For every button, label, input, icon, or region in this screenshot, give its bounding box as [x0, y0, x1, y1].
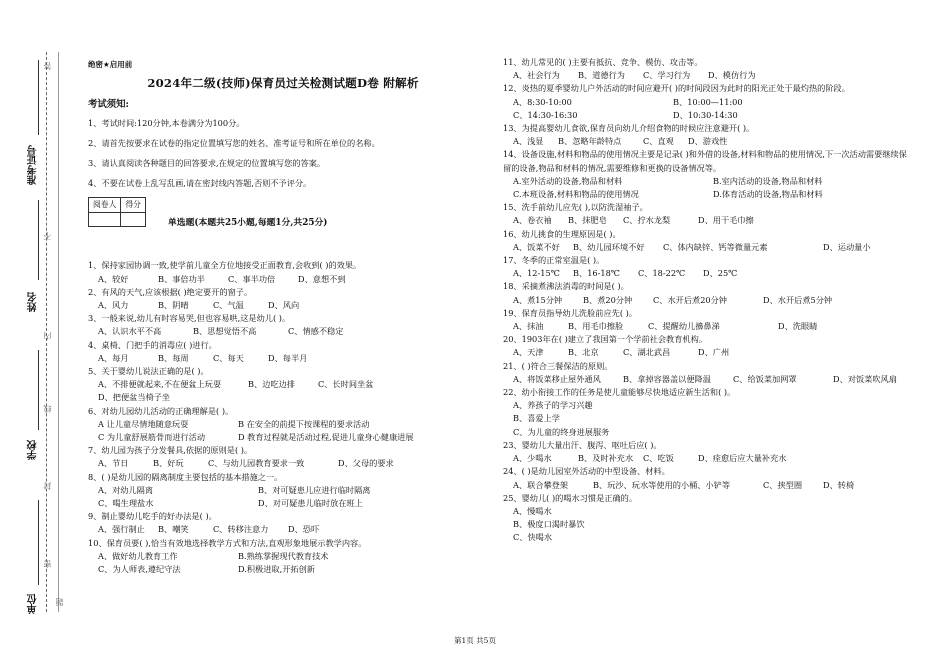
question-list-right	[503, 56, 908, 545]
option-row	[88, 457, 478, 470]
answer-option[interactable]: B、忽略年龄特点	[558, 136, 622, 147]
binding-margin	[0, 0, 80, 671]
answer-option[interactable]: A、风力	[98, 300, 129, 311]
answer-option[interactable]: C、每天	[213, 352, 244, 363]
answer-option[interactable]: B、嘲笑	[158, 524, 189, 535]
option-row	[88, 563, 478, 576]
option-row	[503, 188, 908, 201]
answer-option[interactable]: C、给饭菜加网罩	[733, 373, 797, 384]
option-row	[88, 378, 478, 404]
seal-mark-feng: 封	[43, 482, 52, 490]
question-text: 9、制止婴幼儿吃手的好办法是( )。	[88, 511, 217, 522]
notice-list	[88, 117, 478, 191]
answer-option[interactable]: B、用毛巾擦脸	[568, 321, 624, 332]
secret-mark: 绝密★启用前	[88, 60, 133, 69]
answer-option[interactable]: C、水开后煮20分钟	[653, 294, 727, 305]
answer-option[interactable]: D.积极进取,开拓创新	[238, 564, 315, 575]
answer-option[interactable]: D、模仿行为	[708, 70, 756, 81]
question-text: 6、对幼儿园幼儿活动的正确理解是( )。	[88, 405, 234, 416]
answer-option[interactable]: A、社会行为	[513, 70, 560, 81]
score-header: 得分	[121, 198, 146, 212]
option-row	[503, 399, 908, 412]
answer-option[interactable]: C、拧水龙梨	[623, 215, 671, 226]
answer-option[interactable]: C、转移注意力	[213, 524, 269, 535]
question-text: 2、有风的天气,应该根据( )绝定要开的窗子。	[88, 286, 253, 297]
answer-option[interactable]: A、12-15℃	[513, 268, 560, 279]
question-text: 22、幼小衔接工作的任务是使儿童能够尽快地适应新生活和( )。	[503, 387, 736, 398]
notice-item: 4、不要在试卷上乱写乱画,请在密封线内答题,否则不予评分。	[88, 178, 312, 189]
question-text: 23、婴幼儿大量出汗、腹泻、呕吐后应( )。	[503, 439, 662, 450]
answer-option[interactable]: B、对可疑患儿应进行临时隔离	[258, 484, 371, 495]
option-row	[88, 484, 478, 497]
answer-option[interactable]: A、饭菜不好	[513, 241, 560, 252]
answer-option[interactable]: D.体育活动的设备,物品和材料	[713, 189, 823, 200]
answer-option[interactable]: C、学习行为	[643, 70, 691, 81]
answer-option[interactable]: D、洗眼睛	[778, 321, 818, 332]
answer-option[interactable]: B、道德行为	[578, 70, 625, 81]
answer-option[interactable]: B.熟练掌握现代教育技术	[238, 550, 329, 561]
answer-option[interactable]: A、每月	[98, 352, 129, 363]
answer-option[interactable]: B、10:00—11:00	[673, 96, 743, 107]
question-text: 25、婴幼儿( )的喝水习惯是正确的。	[503, 492, 638, 503]
option-row	[503, 346, 908, 359]
question-text: 21、( )符合三餐保洁的原则。	[503, 360, 613, 371]
name-blank	[38, 200, 39, 280]
question-text: 14、设备设施,材料和物品的使用情况主要是记录( )和外借的设备,材料和物品的使用情况,下一次活动需要继续保留的设备,物品和材料的情况,需要维修和更换的设备情况等。	[503, 149, 907, 173]
answer-option[interactable]: D、运动量小	[823, 241, 871, 252]
option-row	[503, 505, 908, 518]
answer-option[interactable]: B、思想觉悟不高	[193, 326, 257, 337]
answer-option[interactable]: D、对可疑患儿临时放在班上	[258, 498, 363, 509]
answer-option[interactable]: C、吃饭	[643, 453, 674, 464]
answer-option[interactable]: D、转椅	[823, 479, 855, 490]
exam-number-blank	[38, 60, 39, 135]
label-name: 姓名	[28, 292, 39, 312]
option-row	[503, 479, 908, 492]
answer-option[interactable]: B、每周	[158, 352, 189, 363]
option-row	[503, 426, 908, 439]
answer-option[interactable]: C 为儿童舒展筋骨而进行活动	[98, 432, 206, 443]
option-row	[88, 523, 478, 536]
answer-option[interactable]: A、做好幼儿教育工作	[98, 550, 178, 561]
page-number: 第1页 共5页	[454, 636, 496, 645]
question-text: 15、洗手前幼儿应先( ),以防洗湿袖子。	[503, 202, 648, 213]
answer-option[interactable]: A、将饭菜移止屋外通风	[513, 373, 601, 384]
answer-option[interactable]: A、节日	[98, 458, 129, 469]
notice-heading: 考试须知:	[88, 99, 129, 111]
question-text: 10、保育员要( ),恰当有效地选择教学方式和方法,直观形象地展示教学内容。	[88, 537, 367, 548]
answer-option[interactable]: D、意想不到	[298, 273, 346, 284]
answer-option[interactable]: C、快喝水	[513, 532, 553, 543]
answer-option[interactable]: C、湖北武昌	[623, 347, 671, 358]
label-school: 学校	[28, 440, 39, 460]
answer-option[interactable]: B、事倍功半	[158, 273, 205, 284]
answer-option[interactable]: A、强行制止	[98, 524, 145, 535]
question-text: 18、采摘煮沸法消毒的时间是( )。	[503, 281, 629, 292]
answer-option[interactable]: C、与幼儿园教育要求一致	[208, 458, 305, 469]
question-text: 11、幼儿常见的( )主要有抵抗、竞争、模仿、攻击等。	[503, 57, 703, 67]
answer-option[interactable]: C、情感不稳定	[288, 326, 344, 337]
question-text: 17、冬季的正常室温是( )。	[503, 255, 605, 266]
answer-option[interactable]: B、喜爱上学	[513, 413, 560, 424]
answer-option[interactable]: A、少喝水	[513, 453, 552, 464]
page-title: 2024年二级(技师)保育员过关检测试题D卷 附解析	[147, 76, 419, 91]
seal-mark-xian: 线	[43, 405, 52, 413]
question-text: 5、关于婴幼儿说法正确的是( )。	[88, 366, 209, 377]
question-text: 1、保持家园协调一致,使学前儿童全方位地接受正面教育,会收到( )的效果。	[88, 260, 362, 271]
option-row	[503, 320, 908, 333]
score-section	[88, 197, 478, 259]
option-row	[88, 497, 478, 510]
answer-option[interactable]: D、父母的要求	[338, 458, 394, 469]
answer-option[interactable]: B、抹肥皂	[568, 215, 607, 226]
answer-option[interactable]: C、提醒幼儿擤鼻涕	[648, 321, 720, 332]
option-row	[88, 431, 478, 444]
label-exam-number: 准考证号	[28, 145, 39, 185]
answer-option[interactable]: A.室外活动的设备,物品和材料	[513, 175, 623, 186]
answer-option[interactable]: C、长时间坐盆	[318, 379, 374, 390]
option-row	[503, 69, 908, 82]
answer-option[interactable]: B.室内活动的设备,物品和材料	[713, 175, 823, 186]
option-row	[503, 531, 908, 544]
option-row	[88, 325, 478, 338]
answer-option[interactable]: D、恐吓	[288, 524, 320, 535]
left-column	[88, 58, 478, 576]
question-text: 7、幼儿园为孩子分发餐具,依据的原则是( )。	[88, 445, 253, 456]
seal-mark-mi: 密	[43, 560, 52, 568]
option-row	[503, 109, 908, 122]
notice-item: 2、请首先按要求在试卷的指定位置填写您的姓名、准考证号和所在单位的名称。	[88, 137, 380, 148]
option-row	[88, 418, 478, 431]
answer-option[interactable]: B、幼儿园环境不好	[573, 241, 645, 252]
answer-option[interactable]: A、卷衣袖	[513, 215, 552, 226]
answer-option[interactable]: D、每半月	[268, 352, 308, 363]
answer-option[interactable]: B、极度口渴时暴饮	[513, 519, 585, 530]
answer-option[interactable]: B 在安全的前提下按课程的要求活动	[238, 418, 370, 429]
answer-option[interactable]: D、用干毛巾擦	[698, 215, 754, 226]
answer-option[interactable]: A、联合攀登架	[513, 479, 569, 490]
answer-option[interactable]: C、为人师表,遵纪守法	[98, 564, 181, 575]
question-text: 3、一般来说,幼儿有时容易哭,但也容易哄,这是幼儿( )。	[88, 313, 291, 324]
answer-option[interactable]: D、10:30-14:30	[673, 109, 738, 120]
reviewer-cell[interactable]	[89, 212, 121, 226]
question-text: 19、保育员指导幼儿洗脸前应先( )。	[503, 307, 638, 318]
answer-option[interactable]: C、14:30-16:30	[513, 109, 578, 120]
label-unit: 单位	[28, 594, 39, 614]
answer-option[interactable]: C、挟型圈	[763, 479, 803, 490]
answer-option[interactable]: D 教育过程就是活动过程,促进儿童身心健康进展	[238, 432, 414, 443]
answer-option[interactable]: B、北京	[568, 347, 599, 358]
option-row	[503, 373, 908, 386]
answer-option[interactable]: D、25℃	[703, 268, 738, 279]
option-row	[88, 550, 478, 563]
answer-option[interactable]: A 让儿童尽情地随意玩耍	[98, 418, 189, 429]
question-text: 20、1903年在( )建立了我国第一个学前社会教育机构。	[503, 334, 707, 345]
question-text: 24、( )是幼儿园室外活动的中型设备、材料。	[503, 466, 670, 477]
answer-option[interactable]: A、浅显	[513, 136, 544, 147]
answer-option[interactable]: A、较好	[98, 273, 129, 284]
answer-option[interactable]: B、拿掉容器盖以便降温	[623, 373, 711, 384]
answer-option[interactable]: D、对饭菜吹风扇	[833, 373, 897, 384]
answer-option[interactable]: A、认识水平不高	[98, 326, 162, 337]
answer-option[interactable]: D、风向	[268, 300, 300, 311]
answer-option[interactable]: A、抹油	[513, 321, 544, 332]
option-row	[503, 135, 908, 148]
question-list-left	[88, 259, 478, 576]
option-row	[503, 294, 908, 307]
score-cell[interactable]	[121, 212, 146, 226]
option-row	[503, 267, 908, 280]
answer-option[interactable]: C、体内缺锌、钙等微量元素	[663, 241, 768, 252]
answer-option[interactable]: A、8:30-10:00	[513, 96, 572, 107]
answer-option[interactable]: C、喝生理盐水	[98, 498, 154, 509]
option-row	[503, 96, 908, 109]
reviewer-header: 阅卷人	[89, 198, 121, 212]
question-text: 8、( )是幼儿园的隔离制度主要包括的基本措施之一。	[88, 471, 283, 482]
answer-option[interactable]: B、16-18℃	[573, 268, 620, 279]
school-blank	[38, 350, 39, 430]
question-text: 4、桌椅、门把手的消毒应( )进行。	[88, 339, 217, 350]
answer-option[interactable]: C、直观	[643, 136, 674, 147]
answer-option[interactable]: D、水开后煮5分钟	[763, 294, 833, 305]
seal-mark-nei: 内	[43, 332, 52, 340]
answer-option[interactable]: D、把便盆当椅子坐	[98, 392, 171, 403]
section-heading: 单选题(本题共25小题,每题1分,共25分)	[168, 218, 328, 229]
unit-blank	[38, 500, 39, 585]
option-row	[503, 175, 908, 188]
answer-option[interactable]: A、煮15分钟	[513, 294, 563, 305]
seal-solid-line	[58, 52, 59, 612]
answer-option[interactable]: A、慢喝水	[513, 505, 552, 516]
notice-item: 1、考试时间:120分钟,本卷满分为100分。	[88, 117, 245, 128]
option-row	[503, 412, 908, 425]
option-row	[503, 214, 908, 227]
answer-option[interactable]: C、事半功倍	[228, 273, 276, 284]
answer-option[interactable]: D、广州	[698, 347, 730, 358]
option-row	[503, 452, 908, 465]
answer-option[interactable]: A、养孩子的学习兴趣	[513, 400, 593, 411]
answer-option[interactable]: B、煮20分钟	[583, 294, 633, 305]
answer-option[interactable]: B、边吃边排	[248, 379, 295, 390]
seal-mark-da: 答	[43, 62, 52, 70]
answer-option[interactable]: C、气温	[213, 300, 244, 311]
answer-option[interactable]: B、好玩	[153, 458, 184, 469]
answer-option[interactable]: D、游戏性	[688, 136, 728, 147]
seal-mark-bu: 不	[43, 232, 52, 240]
option-row	[503, 241, 908, 254]
seal-mark-ti: 题	[55, 598, 64, 606]
answer-option[interactable]: A、天津	[513, 347, 544, 358]
question-text: 16、幼儿挑食的生理原因是( )。	[503, 228, 621, 239]
answer-option[interactable]: B、及时补充水	[578, 453, 634, 464]
score-box	[88, 197, 146, 226]
answer-option[interactable]: D、痊愈后应大量补充水	[698, 453, 787, 464]
option-row	[88, 273, 478, 286]
question-text: 13、为提高婴幼儿食欲,保育员向幼儿介绍食物的时候应注意避开( )。	[503, 123, 755, 134]
answer-option[interactable]: C、为儿童的终身进展服务	[513, 426, 610, 437]
answer-option[interactable]: B、玩沙、玩水等使用的小桶、小铲等	[593, 479, 731, 490]
notice-item: 3、请认真阅读各种题目的回答要求,在规定的位置填写您的答案。	[88, 158, 326, 169]
answer-option[interactable]: C.本班设备,材料和物品的使用情况	[513, 189, 639, 200]
right-column	[503, 56, 908, 545]
option-row	[88, 352, 478, 365]
answer-option[interactable]: B、阴晴	[158, 300, 189, 311]
answer-option[interactable]: A、不排便就起来,不在便盆上玩耍	[98, 379, 222, 390]
option-row	[503, 518, 908, 531]
answer-option[interactable]: A、对幼儿隔离	[98, 484, 154, 495]
answer-option[interactable]: C、18-22℃	[638, 268, 686, 279]
option-row	[88, 299, 478, 312]
question-text: 12、炎热的夏季婴幼儿户外活动的时间应避开( )的时间段因为此时的阳光正处于最灼热的阶段。	[503, 83, 850, 94]
